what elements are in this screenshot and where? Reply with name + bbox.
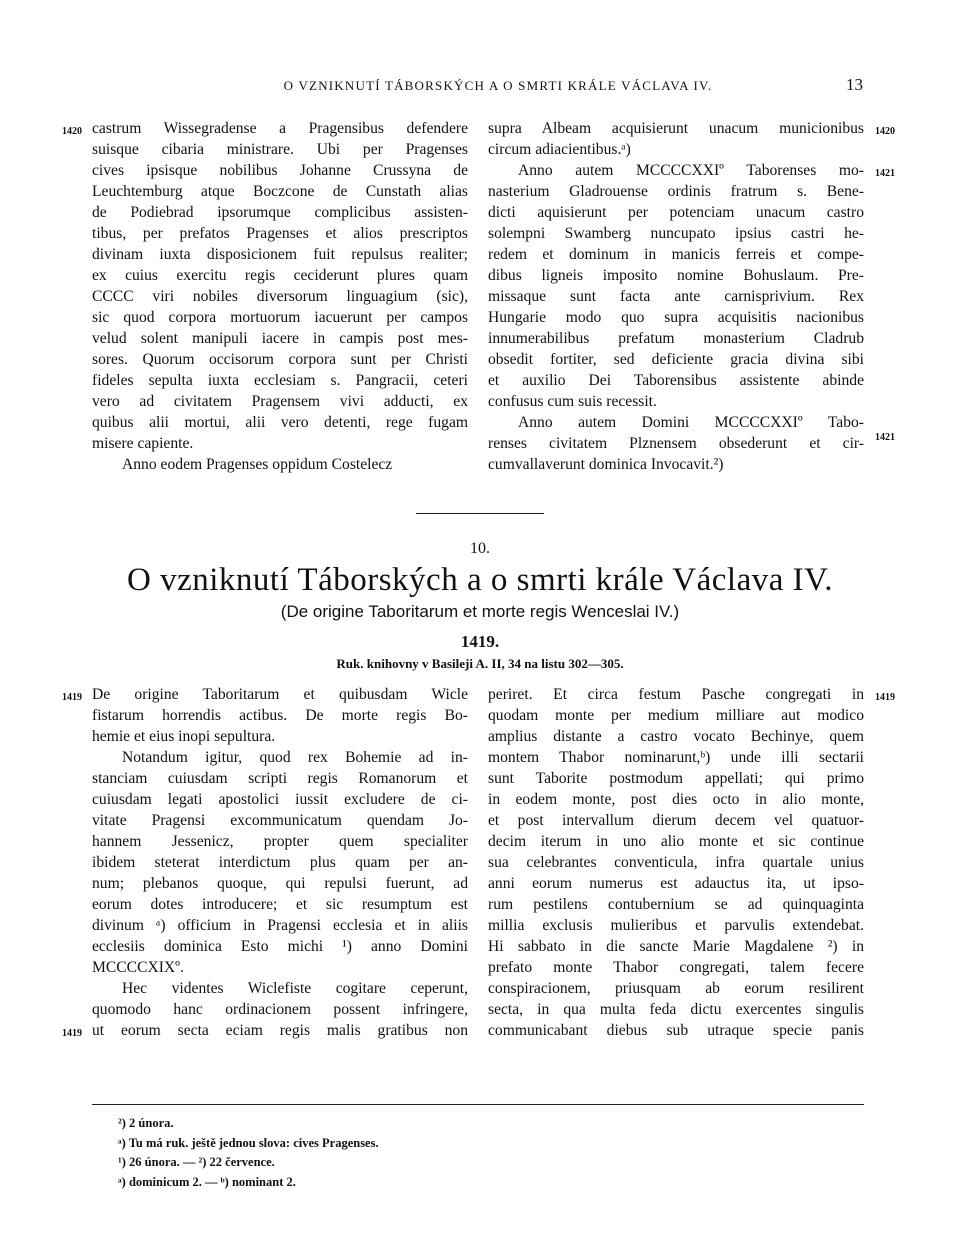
text-line: vero ad civitatem Pragensem vivi adducti, ex bbox=[92, 393, 468, 410]
text-line: eorum dotes introducere; et sic resumptum est bbox=[92, 896, 468, 913]
text-line: Hi sabbato in die sancte Marie Magdalene ²) in bbox=[488, 938, 864, 955]
text-line: CCCC viri nobiles diversorum linguagium (sic), bbox=[92, 288, 468, 305]
top-left-column bbox=[92, 118, 468, 475]
text-line: sic quod corpora mortuorum iacuerunt per campos bbox=[92, 309, 468, 326]
footnote-divider bbox=[92, 1104, 864, 1105]
text-line: hannem Jessenicz, propter quem specialiter bbox=[92, 833, 468, 850]
text-line: fideles sepulta iuxta ecclesiam s. Pangracii, ceteri bbox=[92, 372, 468, 389]
top-margin-year-right-c: 1421 bbox=[875, 432, 895, 443]
footnote-line: ²) 2 února. bbox=[118, 1116, 174, 1130]
text-line: millia exclusis mulieribus et parvulis extendebat. bbox=[488, 917, 864, 934]
text-line: misere capiente. bbox=[92, 435, 194, 452]
section-divider bbox=[416, 513, 544, 514]
text-line: quibus alii mortui, alii vero detenti, rege fugam bbox=[92, 414, 468, 431]
top-margin-year-right-b: 1421 bbox=[875, 168, 895, 179]
text-line: castrum Wissegradense a Pragensibus defendere bbox=[92, 120, 468, 137]
text-line: montem Thabor nominarunt,ᵇ) unde illi sectarii bbox=[488, 749, 864, 766]
text-line: prefato monte Thabor congregati, talem fecere bbox=[488, 959, 864, 976]
text-line: num; plebanos quoque, qui repulsi fuerunt, ad bbox=[92, 875, 468, 892]
text-line: de Podiebrad ipsorumque complicibus assisten- bbox=[92, 204, 468, 221]
text-line: innumerabilibus prefatum monasterium Cladrub bbox=[488, 330, 864, 347]
body-margin-year-left-a: 1419 bbox=[62, 692, 82, 703]
text-line: quodam monte per medium milliare aut modico bbox=[488, 707, 864, 724]
text-line: circum adiacientibus.ᵃ) bbox=[488, 141, 631, 158]
running-head: O VZNIKNUTÍ TÁBORSKÝCH A O SMRTI KRÁLE VÁCLAVA IV. bbox=[283, 78, 713, 93]
text-line: amplius distante a castro vocato Bechinye, quem bbox=[488, 728, 864, 745]
text-line: ut eorum secta eciam regis malis gratibus non bbox=[92, 1022, 468, 1039]
text-line: renses civitatem Plznensem obsederunt et cir- bbox=[488, 435, 864, 452]
top-margin-year-right-a: 1420 bbox=[875, 126, 895, 137]
text-line: divinam iuxta disposicionem fuit repulsus realiter; bbox=[92, 246, 468, 263]
text-line: Anno eodem Pragenses oppidum Costelecz bbox=[122, 456, 393, 473]
section-title: O vzniknutí Táborských a o smrti krále Václava IV. bbox=[127, 562, 833, 598]
footnote-line: ᵃ) dominicum 2. — ᵇ) nominant 2. bbox=[118, 1174, 296, 1189]
text-line: Hungarie modo quo supra acquisitis nacionibus bbox=[488, 309, 864, 326]
text-line: communicabant diebus sub utraque specie panis bbox=[488, 1022, 864, 1039]
text-line: ibidem steterat interdictum plus quam per an- bbox=[92, 854, 468, 871]
text-line: sua celebrantes conventicula, infra quartale unius bbox=[488, 854, 864, 871]
text-line: Anno autem Domini MCCCCXXIº Tabo- bbox=[518, 414, 864, 431]
text-line: cives ipsisque nobilibus Johanne Crussyna de bbox=[92, 162, 468, 179]
text-line: Anno autem MCCCCXXIº Taborenses mo- bbox=[518, 162, 864, 179]
text-line: velud solent manipuli iacere in campis post mes- bbox=[92, 330, 468, 347]
text-line: dicti aquisierunt per potenciam unacum castro bbox=[488, 204, 864, 221]
footnote-line: ¹) 26 února. — ²) 22 července. bbox=[118, 1155, 275, 1169]
footnote-line: ᵃ) Tu má ruk. ještě jednou slova: cives Pragenses. bbox=[118, 1135, 379, 1150]
text-line: vitate Pragensi excommunicatum quendam Jo- bbox=[92, 812, 468, 829]
text-line: De origine Taboritarum et quibusdam Wicle bbox=[92, 686, 468, 703]
top-right-column bbox=[488, 118, 864, 475]
body-margin-year-left-b: 1419 bbox=[62, 1028, 82, 1039]
body-right-column bbox=[488, 684, 864, 1041]
text-line: anni eorum numerus est adauctus ita, ut ipso- bbox=[488, 875, 864, 892]
text-line: Leuchtemburg atque Boczcone de Cunstath alias bbox=[92, 183, 468, 200]
text-line: nasterium Gladrouense ordinis fratrum s. Bene- bbox=[488, 183, 864, 200]
section-source: Ruk. knihovny v Basileji A. II, 34 na listu 302—305. bbox=[336, 656, 624, 671]
text-line: rum pestilens contubernium se ad quinquaginta bbox=[488, 896, 864, 913]
text-line: dibus ligneis imposito nomine Bohuslaum. Pre- bbox=[488, 267, 864, 284]
text-line: decim iterum in uno alio monte et sic continue bbox=[488, 833, 864, 850]
text-line: periret. Et circa festum Pasche congregati in bbox=[488, 686, 864, 703]
text-line: divinum ᵃ) officium in Pragensi ecclesia et in aliis bbox=[92, 917, 468, 934]
text-line: redem et dominum in manicis ferreis et compe- bbox=[488, 246, 864, 263]
text-line: ex cuius exercitu regis ceciderunt plures quam bbox=[92, 267, 468, 284]
section-subtitle: (De origine Taboritarum et morte regis Wenceslai IV.) bbox=[280, 602, 680, 621]
text-line: conspiracionem, priusquam ab eorum resilirent bbox=[488, 980, 864, 997]
text-line: Hec videntes Wiclefiste cogitare ceperunt, bbox=[122, 980, 468, 997]
text-line: hemie et eius inopi sepultura. bbox=[92, 728, 276, 745]
body-left-column bbox=[92, 684, 468, 1041]
text-line: missaque sunt facta ante carnisprivium. Rex bbox=[488, 288, 864, 305]
text-line: quomodo hanc ordinacionem possent infringere, bbox=[92, 1001, 468, 1018]
text-line: sunt Taborite postmodum appellati; qui primo bbox=[488, 770, 864, 787]
text-line: in eodem monte, post dies octo in alio monte, bbox=[488, 791, 864, 808]
text-line: et auxilio Dei Taborensibus assistente abinde bbox=[488, 372, 864, 389]
text-line: supra Albeam acquisierunt unacum municionibus bbox=[488, 120, 864, 137]
text-line: solempni Swamberg nuncupato ipsius castri he- bbox=[488, 225, 864, 242]
text-line: tibus, per prefatos Pragenses et alios prescriptos bbox=[92, 225, 468, 242]
text-line: secta, in qua multa feda dictu exercentes singulis bbox=[488, 1001, 864, 1018]
page-number: 13 bbox=[846, 75, 863, 94]
text-line: confusus cum suis recessit. bbox=[488, 393, 657, 410]
top-margin-year-left: 1420 bbox=[62, 126, 82, 137]
text-line: et post intervallum dierum decem vel quatuor- bbox=[488, 812, 864, 829]
section-year: 1419. bbox=[460, 632, 500, 651]
text-line: fistarum horrendis actibus. De morte regis Bo- bbox=[92, 707, 468, 724]
section-number: 10. bbox=[470, 540, 490, 557]
text-line: sores. Quorum occisorum corpora sunt per Christi bbox=[92, 351, 468, 368]
text-line: Notandum igitur, quod rex Bohemie ad in- bbox=[122, 749, 468, 766]
text-line: ecclesiis dominica Esto michi ¹) anno Domini bbox=[92, 938, 468, 955]
text-line: suisque cibaria ministrare. Ubi per Pragenses bbox=[92, 141, 468, 158]
footnotes bbox=[118, 1114, 379, 1192]
text-line: cuiusdam legati apostolici iussit excludere de ci- bbox=[92, 791, 468, 808]
text-line: stanciam cuiusdam scripti regis Romanorum et bbox=[92, 770, 468, 787]
body-margin-year-right: 1419 bbox=[875, 692, 895, 703]
text-line: cumvallaverunt dominica Invocavit.²) bbox=[488, 456, 724, 473]
text-line: obsedit fortiter, sed deficiente gracia divina sibi bbox=[488, 351, 864, 368]
text-line: MCCCCXIXº. bbox=[92, 959, 184, 976]
